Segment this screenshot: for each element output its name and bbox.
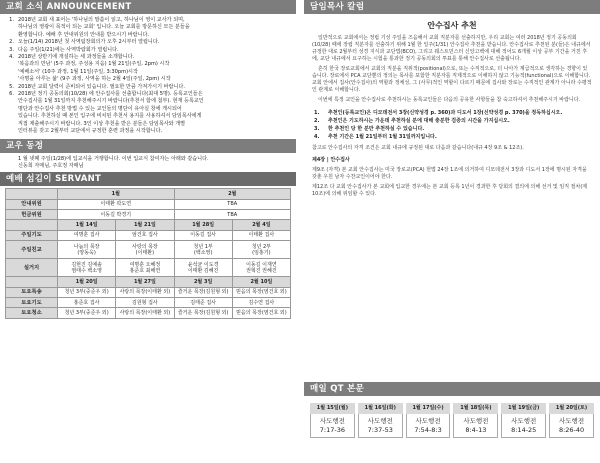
table-row (6, 308, 291, 318)
announcement-line: 다음 주일(1/21)에는 사역박람회가 열립니다. (18, 46, 119, 53)
column-body (304, 35, 600, 104)
table-cell: 김태준 집사 (174, 298, 232, 308)
table-cell: 윤석균 이도경 이태환 김혜진 (174, 259, 232, 277)
table-row (6, 230, 291, 240)
table-cell: 이동길 박경기 (58, 210, 175, 220)
announcement-line: '예배소서' (10주 과정, 1월 11일(주일, 3:30pm)시작 (18, 68, 138, 75)
table-cell: 청년 3부(중준우 외) (58, 287, 116, 297)
header-cell: 1월 14일 (58, 220, 116, 230)
step-number: 3. (314, 126, 320, 132)
qt-day (453, 403, 498, 438)
qt-passage (310, 414, 355, 438)
table-row (6, 277, 291, 287)
announcement-number: 2. (9, 39, 14, 46)
qt-verse: 7:54-8:3 (414, 425, 442, 434)
qt-day (406, 403, 451, 438)
qt-date: 1월 17일(수) (406, 403, 451, 414)
table-cell: 청년 1부 (백소영) (174, 241, 232, 259)
step-number: 4. (314, 134, 320, 140)
table-cell: 사랑의 목장(이태환 외) (116, 308, 174, 318)
header-cell (6, 277, 58, 287)
announcement-number: 1. (9, 17, 14, 23)
column-title: 안수집사 추천 (427, 21, 477, 30)
table-cell: 즐거운 목장(김원형 외) (174, 287, 232, 297)
row-label: 토요기도 (6, 298, 58, 308)
step-number: 2. (314, 118, 320, 124)
qt-passage (406, 414, 451, 438)
step-text: 추천 기간은 1월 21일부터 1월 31일까지입니다. (328, 134, 437, 140)
education-text (0, 153, 296, 173)
qt-passage (453, 414, 498, 438)
qt-date: 1월 15일(월) (310, 403, 355, 414)
article-9: 제9조 (자격) 본 교회 안수집사는 미국 장로교(PCA) 헌법 24장 1조에 의거하여 디모데전서 3장과 디도서 1장에 명시된 자격을 갖춘 우원 남자 수찬교인이어야 한다. (312, 167, 587, 180)
announcement-line: 하나님의 영광이 목적이 되는 교회' 입니다. 오늘 교회를 방문하신 모든 분들을 (18, 24, 190, 31)
announcement-text (18, 54, 292, 84)
column-paragraph: 일반적으로 교회에서는 정립 기성 주일을 즈음해서 교회 직분자를 선출하지만, 우리 교회는 여러 2018년 정기 공동의회(10/28) 때에 장립 직분자를 선출하기 위해 1월 한 일주(1/31) 안수집사 추천을 받습니다. 안수집사로 추천된 분(들)은 내규에서 규정한 대로 2월부터 성경 지식과 교단법(BCO), 그리고 웨스트민스터 신앙고백에 대해 적어도 6개월 이상 공부 기간을 거친 후에, 교단 내규에서 요구하는 시험을 통과한 정기 공동의회의 투표를 통해 안수집사로 선출됩니다. (312, 35, 591, 62)
qt-heading: 매일 QT 본문 (304, 382, 600, 396)
table-row (6, 199, 291, 209)
qt-day (310, 403, 355, 438)
announcement-number: 6. (9, 91, 14, 98)
table-cell: 김원형 집사 (116, 298, 174, 308)
step-item (314, 133, 592, 141)
announcement-line: 환영합니다. 예배 후 안내위원의 안내를 받으시기 바랍니다. (18, 31, 150, 38)
step-item (314, 125, 592, 133)
header-cell: 2월 (174, 189, 291, 199)
announcement-number: 4. (9, 54, 14, 61)
qt-book: 사도행전 (463, 417, 489, 425)
qt-day (501, 403, 546, 438)
table-row (6, 298, 291, 308)
table-cell: 믿음의 목장(염건호 외) (232, 287, 290, 297)
table-cell: TBA (174, 199, 291, 209)
table-cell: 여명훈 집사 (58, 230, 116, 240)
qt-passage (501, 414, 546, 438)
rules-note: 참고로 안수집사의 자격 조건은 교회 내규에 규정된 대로 다음과 같습니다(내규 4장 9조 & 12조). (312, 145, 524, 151)
recommendation-steps (304, 107, 600, 145)
announcement-item (4, 54, 292, 84)
qt-verse: 7:37-53 (367, 425, 393, 434)
qt-verse: 8:4-13 (465, 425, 487, 434)
education-line: 신동희 자매님, 주호정 자매님 (18, 162, 84, 169)
table-cell: 청년 3부(중준우 외) (58, 308, 116, 318)
header-cell: 2월 3일 (174, 277, 232, 287)
announcement-text (18, 17, 292, 39)
article-12: 제12조 다 교회 안수집사가 본 교회에 입교한 경우에는 본 교회 등록 1년이 경과한 후 당회의 결의에 의해 선거 및 임직 절차(제10조)에 의해 위임할 수 있다. (312, 184, 588, 197)
table-row (6, 287, 291, 297)
header-cell (6, 220, 58, 230)
header-cell (6, 189, 58, 199)
header-cell: 2월 4일 (232, 220, 290, 230)
announcement-number: 3. (9, 46, 14, 53)
header-cell: 1월 27일 (116, 277, 174, 287)
table-row (6, 189, 291, 199)
qt-book: 사도행전 (558, 417, 585, 425)
announcement-line: 인터뷰를 갖고 2월부터 교단에서 규정한 훈련 과정을 시작합니다. (18, 128, 163, 135)
table-cell: 이태환 집사 (232, 230, 290, 240)
qt-passage (358, 414, 403, 438)
step-number: 1. (314, 110, 320, 116)
table-cell: 사랑의 목장(이태환 외) (116, 287, 174, 297)
announcement-line: 2018년 교회 달력이 준비되어 있습니다. 필요한 만큼 가져가시기 바랍니다. (18, 83, 185, 90)
announcement-item (4, 91, 292, 135)
table-cell: TBA (174, 210, 291, 220)
column-paragraph: 이번에 특정 교인을 안수집사로 추천하시는 동록교인들은 다음의 공유한 사항들을 참 숙고하셔서 추천해주시기 바랍니다. (318, 97, 581, 103)
announcement-line: 직접 제출해주시기 바랍니다. 3인 이상 추천을 받은 분들은 담임목사와 개별 (18, 120, 186, 127)
qt-schedule (310, 403, 594, 438)
table-cell: 이동길 집사 (174, 230, 232, 240)
announcement-line: 안수집사를 1월 31일까지 추천해주시기 바랍니다(추천서 함에 첨부). 현재 등록교인 (18, 98, 204, 105)
qt-day (549, 403, 594, 438)
announcement-line: '복음과의 만남' (5주 과정, 주성용 지음) 1월 21일(주일, 2pm) 시작 (18, 61, 170, 68)
announcement-number: 5. (9, 83, 14, 90)
header-cell: 1월 (58, 189, 175, 199)
step-text: 추천인은 기도하시는 가운데 추천하실 분에 대해 충분한 검증의 시간을 가지십시오. (328, 118, 510, 124)
announcement-heading: 교회 소식 ANNOUNCEMENT (0, 0, 296, 14)
table-cell: 이동길 이재연 권혁진 권혜진 (232, 259, 290, 277)
qt-book: 사도행전 (415, 417, 441, 425)
table-cell: 사랑의 목장 (이태환) (116, 241, 174, 259)
table-cell: 여명훈 오혜정 홍준호 최해연 (116, 259, 174, 277)
announcement-text (18, 84, 292, 91)
left-column (0, 0, 296, 463)
announcement-text (18, 91, 292, 135)
qt-book: 사도행전 (511, 417, 537, 425)
servant-heading: 예배 섬김이 SERVANT (0, 172, 296, 186)
announcement-line: 2018년 교회 새 표어는 '하나님의 말씀이 읽고, 하나님이 영이 교사가 되며, (18, 17, 185, 23)
header-cell: 1월 20일 (58, 277, 116, 287)
qt-verse: 7:17-36 (319, 425, 346, 434)
announcement-line: 오늘(1/14) 2018년 첫 사역팀장회의가 오후 2시부터 열립니다. (18, 39, 160, 46)
column-paragraph: 흔히 한국 장로교회에서 교회의 직분을 직위적(positional)으로, 또는 수직적으로, 더 나아가 계급적으로 생각하는 경향이 있습니다. 장로에서 PCA 교단뿐의 정의는 목사를 포함한 직분자를 직제적으로 이해하지 않고 기능적(functional)으로 이해합니다. 교회 안에서 집사(안수집사)의 역할과 정체성, 그 (사무)적인 역할이 다르기 때문에 집사와 장로는 수직적인 관계가 아니라 수평적인 관계로 이해합니다. (312, 66, 592, 93)
announcement-line: 2018년 정기 공동의회(10/28) 에 안수집사를 선출합니다(최대 5명). 등록교인들은 (18, 91, 203, 98)
row-label: 주일기도 (6, 230, 58, 240)
table-cell: 즐거운 목장(김원형 외) (174, 308, 232, 318)
announcement-item (4, 84, 292, 91)
education-line: 1 월 넷째 주일(1/28)에 입교식을 거행합니다. 이번 입교식 참여자는 아래와 같습니다. (18, 155, 209, 162)
header-cell: 1월 28일 (174, 220, 232, 230)
table-row (6, 241, 291, 259)
announcement-line: 명단과 안수집사 추천 방법 수 있는 교인들의 명단이 유아실 창에 게시되어 (18, 105, 182, 112)
table-cell: 믿음의 목장(염건호 외) (232, 308, 290, 318)
qt-book: 사도행전 (319, 417, 345, 425)
row-label: 헌금위원 (6, 210, 58, 220)
qt-date: 1월 20일(토) (549, 403, 594, 414)
step-item (314, 117, 592, 125)
article-heading: 제4장 | 안수집사 (312, 157, 350, 163)
announcement-text (18, 47, 292, 54)
announcement-line: 2018년 상반기에 개설하는 세 과정들을 소개합니다. (18, 54, 135, 61)
qt-book: 사도행전 (367, 417, 393, 425)
table-cell: 이태환 곽도연 (58, 199, 175, 209)
row-label: 토요특송 (6, 287, 58, 297)
table-cell: 청년 2부 (임홍기) (232, 241, 290, 259)
header-cell: 1월 21일 (116, 220, 174, 230)
table-row (6, 220, 291, 230)
step-item (314, 109, 592, 117)
pastor-heading: 담임목사 칼럼 (304, 0, 600, 14)
table-cell: 홍준호 집사 (58, 298, 116, 308)
row-label: 설거지 (6, 259, 58, 277)
announcement-item (4, 17, 292, 39)
announcement-list (0, 14, 296, 136)
education-heading: 교우 동정 (0, 139, 296, 153)
announcement-item (4, 47, 292, 54)
header-cell: 2월 10일 (232, 277, 290, 287)
qt-verse: 8:26-40 (558, 425, 585, 434)
table-row (6, 259, 291, 277)
qt-date: 1월 18일(목) (453, 403, 498, 414)
announcement-line: '사명을 아루는 삶' (9주 과정, 사역을 하는 2월 4일(주일, 2pm) 시작 (18, 76, 171, 83)
qt-date: 1월 16일(화) (358, 403, 403, 414)
announcement-text (18, 39, 292, 46)
row-label: 안내위원 (6, 199, 58, 209)
right-column (304, 0, 600, 463)
row-label: 주일친교 (6, 241, 58, 259)
step-text: 한 추천인 당 한 분만 추천하실 수 있습니다. (328, 126, 425, 132)
qt-date: 1월 19일(금) (501, 403, 546, 414)
table-row (6, 210, 291, 220)
row-label: 토요청소 (6, 308, 58, 318)
table-cell: 엄건호 집사 (116, 230, 174, 240)
qt-passage (549, 414, 594, 438)
table-cell: 나눔의 목장 (양동욱) (58, 241, 116, 259)
announcement-line: 있습니다. 추천하실 때 본인 입구에 비치된 추천서 용지를 사용하셔서 담임목사에게 (18, 113, 202, 120)
table-cell: 김현진 김예솔 염태수 백소영 (58, 259, 116, 277)
servant-table (5, 188, 291, 319)
qt-verse: 8:14-25 (511, 425, 537, 434)
table-cell: 김수연 집사 (232, 298, 290, 308)
qt-day (358, 403, 403, 438)
announcement-item (4, 39, 292, 46)
step-text: 추천인(등록교인)은 디모데전서 3장(신약성경 p. 360)과 디도서 1장(신약성경 p. 370)을 정독하십시오. (328, 110, 563, 116)
